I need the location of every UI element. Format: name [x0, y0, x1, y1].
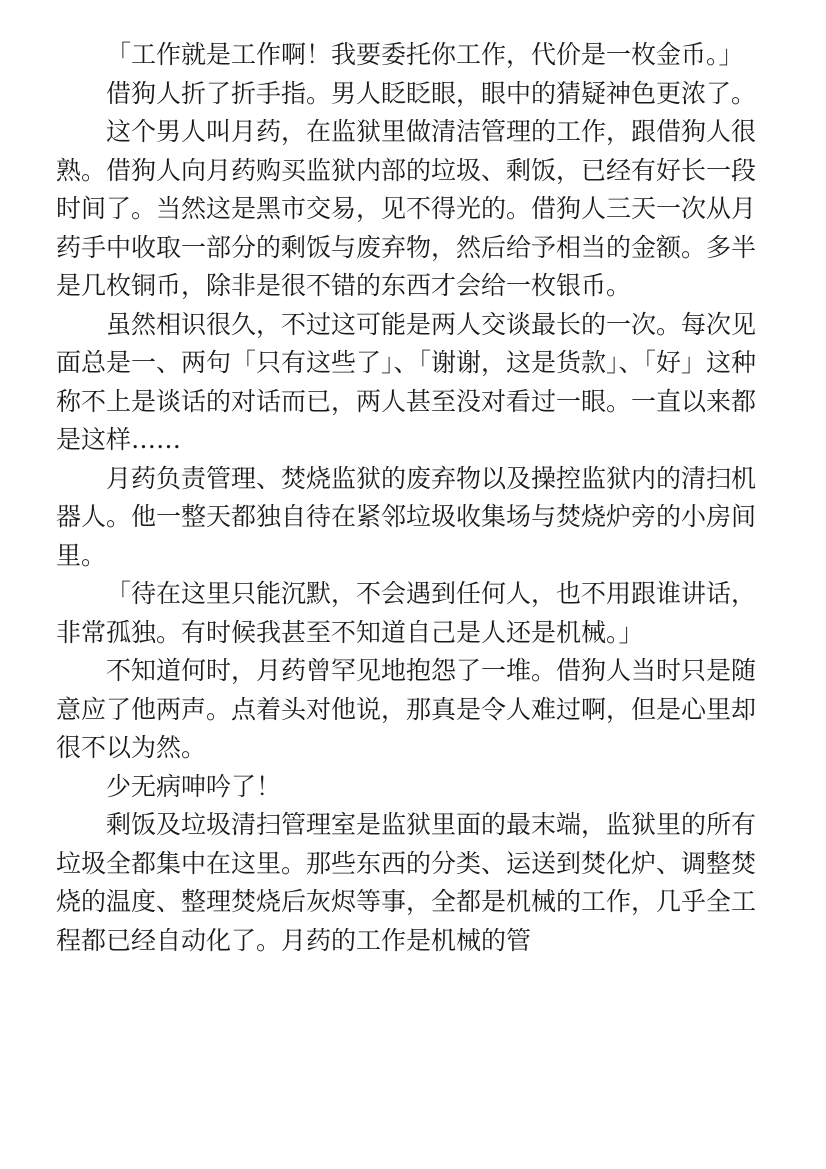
paragraph-7: 不知道何时，月药曾罕见地抱怨了一堆。借狗人当时只是随意应了他两声。点着头对他说，那真是令人难过啊，但是心里却很不以为然。: [56, 656, 757, 762]
paragraph-1: 「工作就是工作啊！我要委托你工作，代价是一枚金币。」: [106, 40, 744, 69]
document-page: [56, 36, 756, 960]
paragraph-3: 这个男人叫月药，在监狱里做清洁管理的工作，跟借狗人很熟。借狗人向月药购买监狱内部的垃圾、剩饭，已经有好长一段时间了。当然这是黑市交易，见不得光的。借狗人三天一次从月药手中收取一部分的剩饭与废弃物，然后给予相当的金额。多半是几枚铜币，除非是很不错的东西才会给一枚银币。: [56, 117, 757, 300]
paragraph-5: 月药负责管理、焚烧监狱的废弃物以及操控监狱内的清扫机器人。他一整天都独自待在紧邻垃圾收集场与焚烧炉旁的小房间里。: [56, 463, 757, 570]
paragraph-9: 剩饭及垃圾清扫管理室是监狱里面的最末端，监狱里的所有垃圾全都集中在这里。那些东西的分类、运送到焚化炉、调整焚烧的温度、整理焚烧后灰烬等事，全都是机械的工作，几乎全工程都已经自动化了。月药的工作是机械的管: [56, 810, 757, 955]
paragraph-8: 少无病呻吟了！: [106, 771, 282, 801]
paragraph-2: 借狗人折了折手指。男人眨眨眼，眼中的猜疑神色更浓了。: [106, 78, 757, 108]
paragraph-6: 「待在这里只能沉默，不会遇到任何人，也不用跟谁讲话，非常孤独。有时候我甚至不知道自己是人还是机械。」: [56, 579, 757, 647]
paragraph-4: 虽然相识很久，不过这可能是两人交谈最长的一次。每次见面总是一、两句「只有这些了」、「谢谢，这是货款」、「好」这种称不上是谈话的对话而已，两人甚至没对看过一眼。一直以来都是这样……: [56, 309, 757, 454]
